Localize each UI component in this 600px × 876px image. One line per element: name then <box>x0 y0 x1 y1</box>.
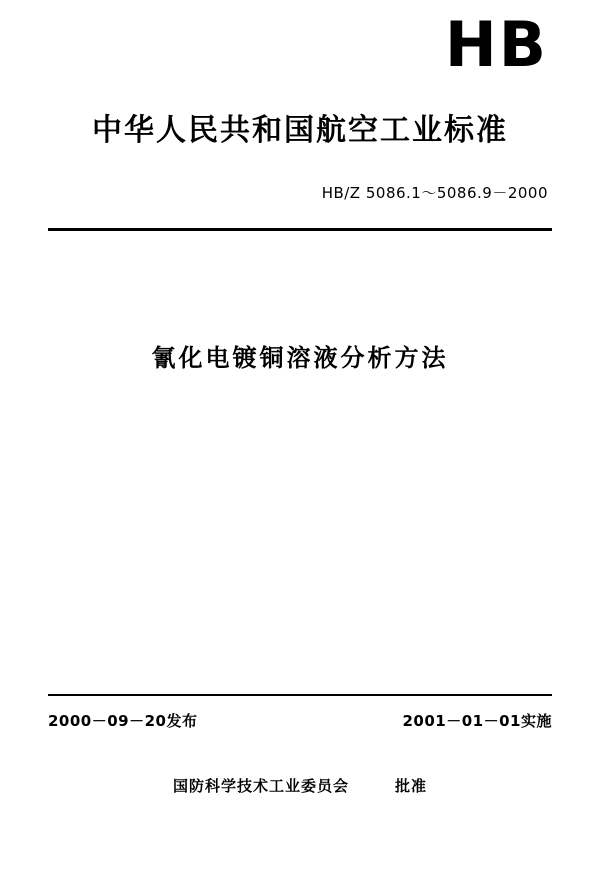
header-divider <box>48 228 552 231</box>
document-title: 氰化电镀铜溶液分析方法 <box>151 344 449 372</box>
standard-number: HB/Z 5086.1～5086.9－2000 <box>321 184 548 202</box>
authority-row <box>0 775 600 796</box>
approval-label: 批准 <box>395 777 428 795</box>
issuing-authority: 国防科学技术工业委员会 <box>172 777 349 795</box>
standard-organization-title: 中华人民共和国航空工业标准 <box>92 113 508 148</box>
effective-date: 2001－01－01实施 <box>402 712 552 730</box>
issue-date: 2000－09－20发布 <box>48 712 198 730</box>
footer-divider <box>48 694 552 696</box>
dates-row <box>48 710 552 731</box>
hb-logo: HB <box>444 8 548 81</box>
